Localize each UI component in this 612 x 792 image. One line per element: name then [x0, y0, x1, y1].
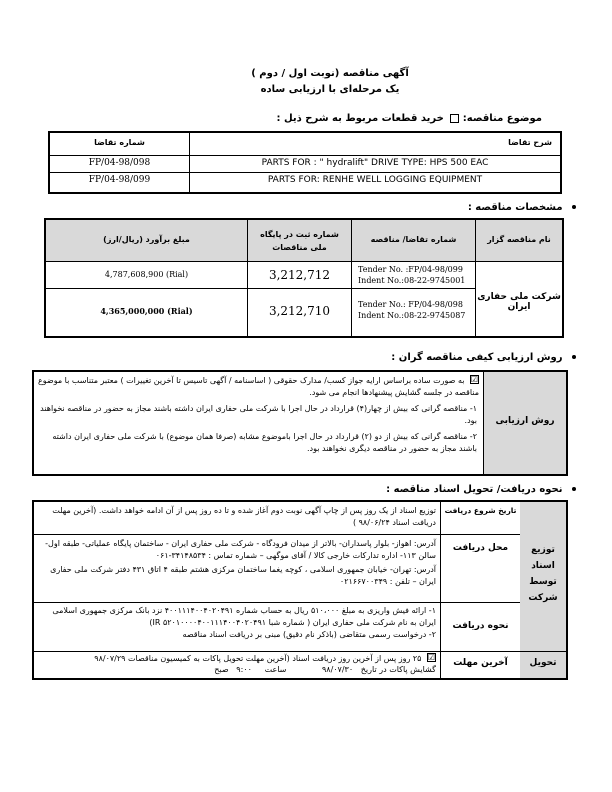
table-row [34, 502, 440, 535]
place-text-2: آدرس: تهران- خیابان جمهوری اسلامی ، کوچه یغما ساختمان مرکزی هشتم طبقه ۴ اتاق ۴۳۱ دفتر شرکت ملی حفاری ایران – تلفن : ۰۲۱۶۶۷۰۰۳۴۹ [50, 565, 436, 586]
docs-title: نحوه دریافت/ تحویل اسناد مناقصه : [386, 484, 563, 495]
table-row [190, 156, 560, 173]
method-text-1: ۱- ارائه فیش واریزی به مبلغ ۵۱۰،۰۰۰ ریال به حساب شماره ۴۰۰۱۱۱۴۰۰۴۰۲۰۴۹۱ نزد بانک مرکزی جمهوری اسلامی ایران به نام شرکت ملی حفاری ایران ( شماره شبا IR ۵۲۰۱۰۰۰۰۴۰۰۱۱۱۴۰۰۴۰۲۰۴۹۱) [52, 606, 436, 627]
table-row [34, 603, 440, 652]
request-no-1: FP/04-98/098 [88, 158, 151, 168]
requests-col-no: شماره تقاضا [94, 138, 145, 147]
table-row [34, 535, 440, 603]
table-row [46, 289, 248, 336]
docs-group-label: توزیع اسناد توسط شرکت [528, 545, 558, 603]
bullet-icon [572, 355, 576, 359]
docs-title-line [256, 484, 576, 495]
subject-label: موضوع مناقصه: [462, 113, 542, 124]
request-no-2: FP/04-98/099 [88, 175, 151, 185]
specs-title: مشخصات مناقصه : [467, 202, 563, 213]
evaluation-item-1: ۱- مناقصه گرانی که بیش از چهار(۴) قرارداد در حال اجرا با شرکت ملی حفاری ایران داشته باشند مجاز به حضور در مناقصه نخواهند بود. [40, 404, 477, 425]
indent-no-1: Indent No.:08-22-9745001 [358, 276, 466, 285]
evaluation-title: روش ارزیابی کیفی مناقصه گران : [391, 352, 563, 363]
table-row [190, 173, 560, 192]
indent-no-2: Indent No.:08-22-9745087 [358, 311, 466, 320]
specs-col-reg: شماره ثبت در پایگاه ملی مناقصات [260, 230, 339, 252]
table-row [46, 262, 248, 289]
tender-no-1: Tender No. :FP/04-98/099 [358, 265, 463, 274]
notice-title-line2: یک مرحله‌ای با ارزیابی ساده [260, 84, 400, 95]
start-text: توزیع اسناد از یک روز پس از چاپ آگهی نوبت دوم آغاز شده و تا ده روز پس از آن ادامه خواهد داشت. (آخرین مهلت دریافت اسناد ۹۸/۰۶/۲۴ ) [52, 506, 436, 527]
org-name: شرکت ملی حفاری ایران [477, 292, 561, 312]
deadline-text-1: ۲۵ روز پس از آخرین روز دریافت اسناد (آخرین مهلت تحویل پاکات به کمیسیون مناقصات ۹۸/۰۷/۲۹ [94, 654, 422, 663]
bullet-icon [572, 487, 576, 491]
table-row [50, 173, 190, 192]
evaluation-para [34, 372, 483, 399]
checkbox-checked-icon: ☑ [427, 653, 435, 662]
deadline-text-2: گشایش پاکات در تاریخ ۹۸/۰۷/۳۰ ساعت ۹:۰۰ صبح [214, 665, 436, 674]
reg-no-2: 3,212,710 [268, 304, 331, 318]
subject-line [142, 113, 542, 124]
evaluation-para-text: به صورت ساده براساس ارایه جواز کسب/ مدارک حقوقی ( اساسنامه / آگهی تاسیس تا آخرین تغییرات ) معتبر متناسب با موضوع مناقصه در جلسه گشایش پیشنهادها انجام می شود. [38, 376, 479, 397]
reg-no-1: 3,212,712 [268, 268, 331, 282]
request-desc-1: PARTS FOR : " hydralift" DRIVE TYPE: HPS 500 EAC [261, 158, 489, 168]
evaluation-label: روش ارزیابی [495, 416, 555, 426]
docs-table [32, 500, 568, 680]
place-label: محل دریافت [452, 543, 509, 553]
place-text-1: آدرس: اهواز- بلوار پاسداران- بالاتر از میدان فرودگاه - شرکت ملی حفاری ایران - ساختمان پایگاه عملیاتی- طبقه اول- سالن ۱۱۳- اداره تدارکات خارجی کالا / آقای موگهی – شماره تماس : ۳۴۱۴۸۵۳۴-۰۶۱ [45, 539, 436, 560]
method-label: نحوه دریافت [452, 621, 509, 631]
deadline-label: آخرین مهلت [453, 658, 508, 668]
specs-col-org: نام مناقصه گزار [487, 235, 551, 244]
tender-no-2: Tender No.: FP/04-98/098 [358, 300, 463, 309]
notice-title-line1: آگهی مناقصه (نوبت اول / دوم ) [251, 68, 409, 79]
specs-col-amount: مبلغ برآورد (ریال/ارز) [103, 235, 190, 244]
specs-col-req: شماره تقاضا/ مناقصه [370, 235, 457, 244]
start-label: تاریخ شروع دریافت [444, 506, 517, 515]
request-desc-2: PARTS FOR: RENHE WELL LOGGING EQUIPMENT [267, 175, 483, 185]
specs-table [44, 218, 564, 338]
evaluation-title-line [256, 352, 576, 363]
requests-col-desc: شرح تقاضا [508, 138, 552, 147]
subject-text: خرید قطعات مربوط به شرح ذیل : [276, 113, 444, 124]
table-row [50, 156, 190, 173]
evaluation-item-2: ۲- مناقصه گرانی که بیش از دو (۲) قرارداد در حال اجرا باموضوع مشابه (صرفا همان موضوع) با شرکت ملی حفاری ایران داشته باشند مجاز به حضور در مناقصه دیگری نخواهند بود. [52, 432, 477, 453]
checkbox-checked-icon: ☑ [470, 375, 478, 384]
amount-2: 4,365,000,000 (Rial) [100, 306, 193, 316]
specs-title-line [276, 202, 576, 213]
evaluation-table [32, 370, 568, 476]
bullet-icon [572, 205, 576, 209]
table-row [34, 652, 440, 678]
deadline-line-1 [34, 652, 440, 664]
requests-table [48, 131, 562, 194]
method-text-2: ۲- درخواست رسمی متقاضی (باذکر نام دقیق) مبنی بر دریافت اسناد مناقصه [182, 630, 436, 639]
amount-1: 4,787,608,900 (Rial) [104, 270, 189, 279]
subject-checkbox [450, 114, 459, 123]
delivery-group-label: تحویل [529, 658, 557, 668]
